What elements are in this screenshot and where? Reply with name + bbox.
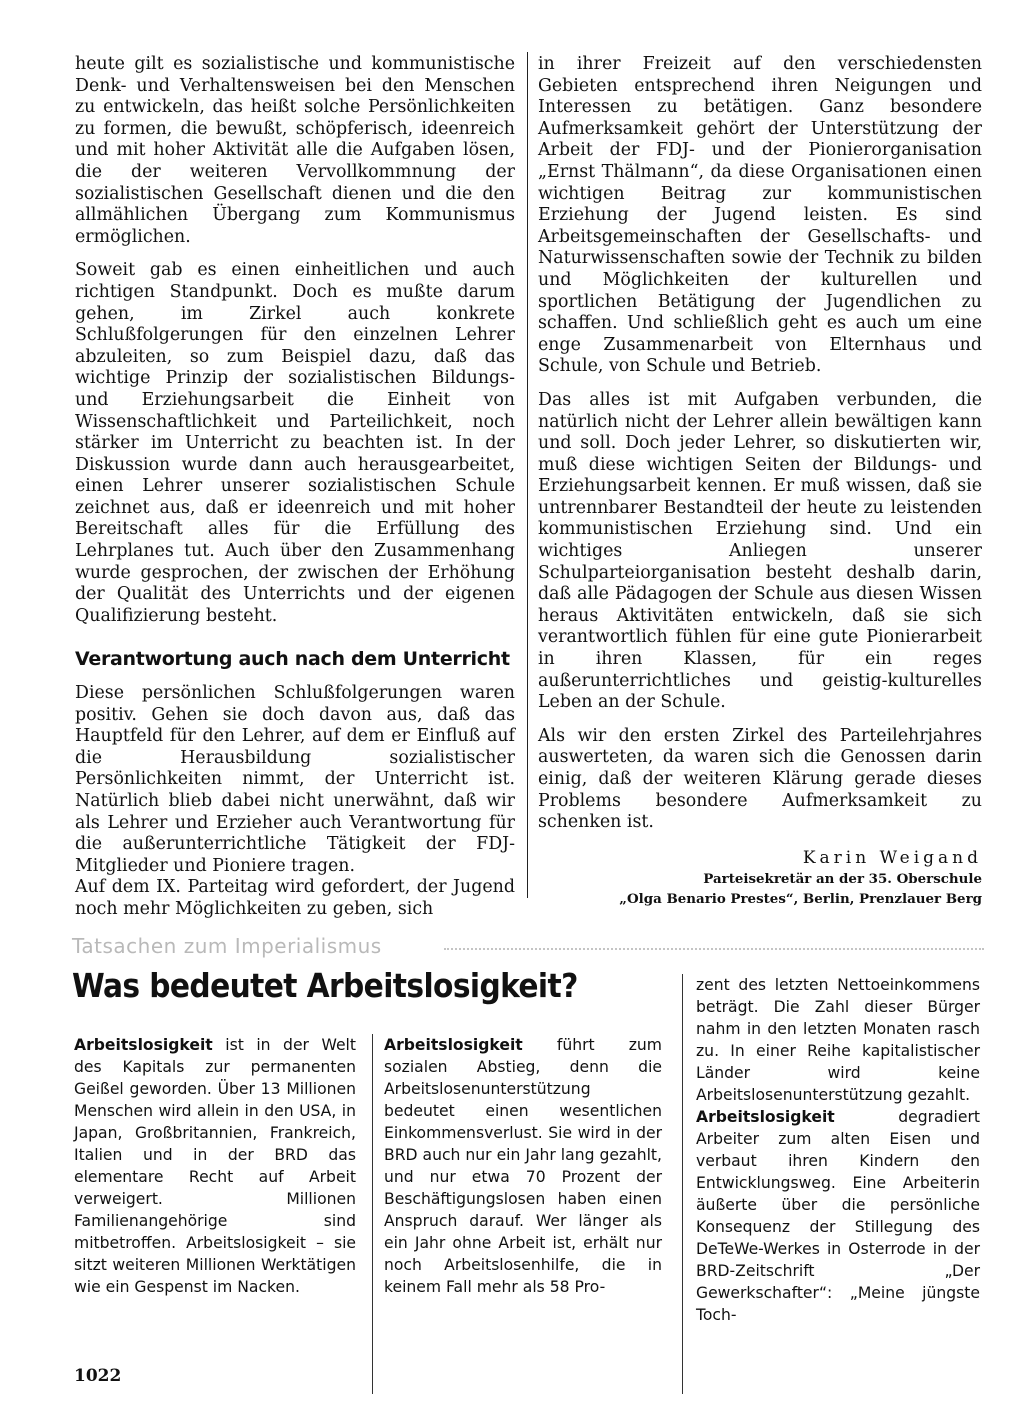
paragraph: heute gilt es sozialistische und kommunistische Denk- und Verhaltensweisen bei den Menschen zu entwickeln, das heißt solche Persönlichkeiten zu formen, die bewußt, schöpferisch, ideenreich und mit hoher Aktivität alle die Aufgaben lösen, die der weiteren Vervollkommnung der sozialistischen Gesellschaft dienen und die den allmählichen Übergang zum Kommunismus ermöglichen. xyxy=(75,54,515,247)
article2-column-2 xyxy=(384,1034,662,1298)
article2-column-1 xyxy=(74,1034,356,1298)
lead-word: Arbeitslosigkeit xyxy=(696,1108,835,1126)
page-number: 1022 xyxy=(74,1366,122,1386)
paragraph: Diese persönlichen Schlußfolgerungen waren positiv. Gehen sie doch davon aus, daß das Hauptfeld für den Lehrer, auf dem er Einfluß auf die Herausbildung sozialistischer Persönlichkeiten nimmt, der Unterricht ist. Natürlich blieb dabei nicht unerwähnt, daß wir als Lehrer und Erzieher auch Verantwortung für die außerunterrichtliche Tätigkeit der FDJ-Mitglieder und Pioniere tragen. xyxy=(75,683,515,876)
column-text: degradiert Arbeiter zum alten Eisen und verbaut ihren Kindern den Entwicklungsweg. Eine Arbeiterin äußerte über die persönliche Konsequenz der Stillegung des DeTeWe-Werkes in Osterrode in der BRD-Zeitschrift „Der Gewerkschafter“: „Meine jüngste Toch- xyxy=(696,1108,980,1324)
article-left-column xyxy=(75,54,515,933)
article-right-column xyxy=(538,54,982,909)
paragraph: in ihrer Freizeit auf den verschiedensten Gebieten entsprechend ihren Neigungen und Interessen zu betätigen. Ganz besondere Aufmerksamkeit gehört der Unterstützung der Arbeit der FDJ- und der Pionierorganisation „Ernst Thälmann“, da diese Organisationen einen wichtigen Beitrag zur kommunistischen Erziehung der Jugend leisten. Es sind Arbeitsgemeinschaften der Gesellschafts- und Naturwissenschaften sowie der Technik zu bilden und Möglichkeiten der kulturellen und sportlichen Betätigung der Jugendlichen zu schaffen. Und schließlich geht es auch um eine enge Zusammenarbeit von Elternhaus und Schule, von Schule und Betrieb. xyxy=(538,54,982,377)
author-name: Karin Weigand xyxy=(802,847,982,868)
paragraph: Als wir den ersten Zirkel des Parteilehrjahres auswerteten, da waren sich die Genossen darin einig, daß der weiteren Klärung gerade dieses Problems besondere Aufmerksamkeit zu schenken ist. xyxy=(538,725,982,833)
column-text: führt zum sozialen Abstieg, denn die Arbeitslosenunterstützung bedeutet einen wesentlichen Einkommensverlust. Sie wird in der BRD auch nur ein Jahr lang gezahlt, und nur etwa 70 Prozent der Beschäftigungslosen haben einen Anspruch darauf. Wer länger als ein Jahr ohne Arbeit ist, erhält nur noch Arbeitslosenhilfe, die in keinem Fall mehr als 58 Pro- xyxy=(384,1036,662,1296)
column-text: ist in der Welt des Kapitals zur permanenten Geißel geworden. Über 13 Millionen Menschen wird allein in den USA, in Japan, Großbritannien, Frankreich, Italien und in der BRD das elementare Recht auf Arbeit verweigert. Millionen Familienangehörige sind mitbetroffen. Arbeitslosigkeit – sie sitzt weiteren Millionen Werktätigen wie ein Gespenst im Nacken. xyxy=(74,1036,356,1296)
column-text: zent des letzten Nettoeinkommens beträgt. Die Zahl dieser Bürger nahm in den letzten Monaten rasch zu. In einer Reihe kapitalistischer Länder wird keine Arbeitslosenunterstützung gezahlt. xyxy=(696,976,980,1104)
lead-word: Arbeitslosigkeit xyxy=(384,1036,523,1054)
author-school: „Olga Benario Prestes“, Berlin, Prenzlauer Berg xyxy=(619,891,982,908)
author-role: Parteisekretär an der 35. Oberschule xyxy=(703,871,982,888)
kicker-dotted-rule xyxy=(444,948,984,950)
column-divider xyxy=(372,1034,373,1394)
article2-column-3 xyxy=(696,974,980,1326)
kicker-text: Tatsachen zum Imperialismus xyxy=(72,934,382,958)
article-headline: Was bedeutet Arbeitslosigkeit? xyxy=(72,966,578,1005)
paragraph: Auf dem IX. Parteitag wird gefordert, der Jugend noch mehr Möglichkeiten zu geben, sich xyxy=(75,877,515,919)
paragraph: Das alles ist mit Aufgaben verbunden, die natürlich nicht der Lehrer allein bewältigen kann und soll. Doch jeder Lehrer, so diskutierten wir, muß diese wichtigen Seiten der Bildungs- und Erziehungsarbeit kennen. Er muß wissen, daß sie untrennbarer Bestandteil der heute zu leistenden kommunistischen Erziehung sind. Und ein wichtiges Anliegen unserer Schulparteiorganisation besteht deshalb darin, daß alle Pädagogen der Schule aus diesen Wissen heraus Aktivitäten entwickeln, daß sie sich verantwortlich fühlen für eine gute Pionierarbeit in ihren Klassen, für ein reges außerunterrichtliches und geistig-kulturelles Leben an der Schule. xyxy=(538,389,982,713)
lead-word: Arbeitslosigkeit xyxy=(74,1036,213,1054)
paragraph: Soweit gab es einen einheitlichen und auch richtigen Standpunkt. Doch es mußte darum gehen, im Zirkel auch konkrete Schlußfolgerungen für den einzelnen Lehrer abzuleiten, so zum Beispiel dazu, daß das wichtige Prinzip der sozialistischen Bildungs- und Erziehungsarbeit die Einheit von Wissenschaftlichkeit und Parteilichkeit, noch stärker im Unterricht zu beachten ist. In der Diskussion wurde dann auch herausgearbeitet, einen Lehrer unserer sozialistischen Schule zeichnet aus, daß er ideenreich und mit hoher Bereitschaft alles für die Erfüllung des Lehrplanes tut. Auch über den Zusammenhang wurde gesprochen, der zwischen der Erhöhung der Qualität des Unterrichts und der eigenen Qualifizierung besteht. xyxy=(75,260,515,626)
column-divider xyxy=(527,52,528,898)
section-kicker xyxy=(72,934,984,964)
column-divider xyxy=(682,974,683,1394)
section-subheading: Verantwortung auch nach dem Unterricht xyxy=(75,648,510,671)
